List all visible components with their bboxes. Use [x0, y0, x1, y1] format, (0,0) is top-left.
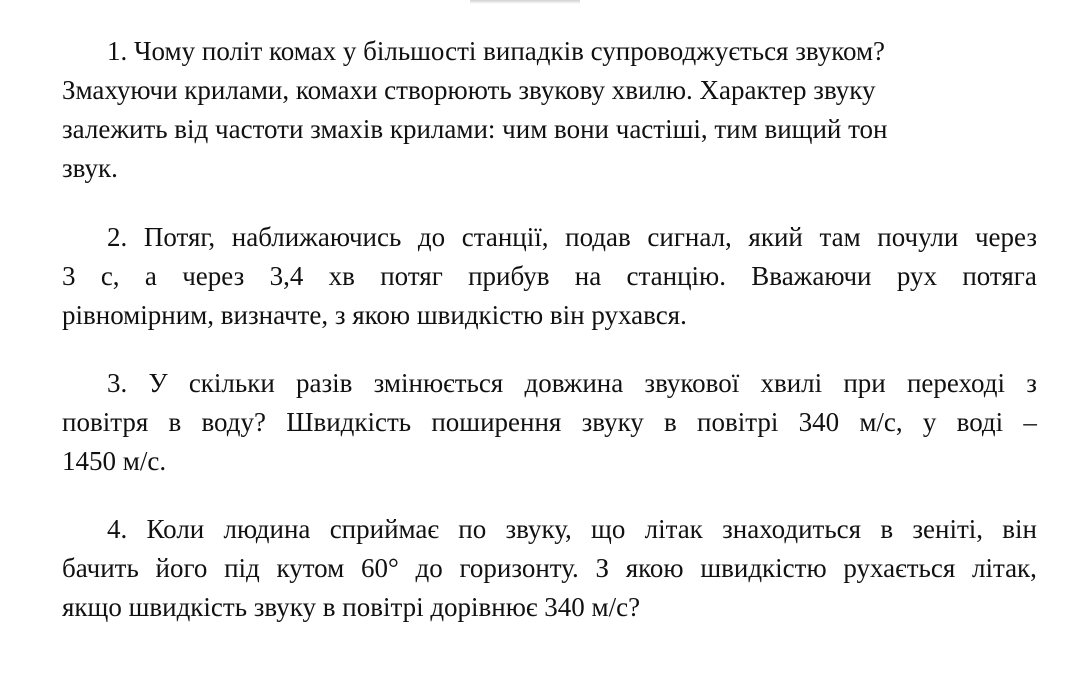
word: – — [1023, 407, 1037, 437]
word: через — [182, 261, 245, 291]
word: хвилі — [760, 368, 823, 398]
page-edge-shadow — [470, 0, 580, 4]
word: якою — [625, 553, 684, 583]
word: подав — [565, 222, 631, 252]
word: звукової — [644, 368, 740, 398]
word: разів — [296, 368, 353, 398]
question-1-line-3: залежить від частоти змахів крилами: чим вони частіші, тим вищий тон — [62, 114, 888, 144]
word: літак, — [971, 553, 1037, 583]
word: змінюється — [373, 368, 504, 398]
word: довжина — [524, 368, 624, 398]
word: З — [595, 553, 610, 583]
word: він — [1002, 514, 1037, 544]
word: наближаючись — [231, 222, 402, 252]
question-1-line-2: Змахуючи крилами, комахи створюють звукову хвилю. Характер звуку — [62, 75, 876, 105]
word: почули — [877, 222, 959, 252]
question-2-line-2 — [62, 257, 1037, 296]
word: через — [974, 222, 1037, 252]
question-3 — [62, 364, 1037, 481]
word: сигнал, — [647, 222, 732, 252]
word: станції, — [461, 222, 549, 252]
word: воді — [956, 407, 1004, 437]
word: переході — [906, 368, 1005, 398]
word: повітрі — [697, 407, 779, 437]
word: 3. — [107, 368, 128, 398]
word: на — [574, 261, 602, 291]
word: 340 — [798, 407, 840, 437]
word: під — [224, 553, 260, 583]
word: Вважаючи — [751, 261, 872, 291]
word: у — [922, 407, 937, 437]
question-4-line-1 — [62, 510, 1037, 549]
word: прибув — [468, 261, 550, 291]
word: а — [144, 261, 157, 291]
word: рух — [896, 261, 937, 291]
word: Швидкість — [286, 407, 412, 437]
word: станцію. — [626, 261, 726, 291]
word: що — [591, 514, 626, 544]
word: с, — [100, 261, 120, 291]
question-4-line-2 — [62, 549, 1037, 588]
question-2 — [62, 218, 1037, 335]
word: літак — [644, 514, 703, 544]
word: скільки — [188, 368, 275, 398]
word: до — [417, 222, 446, 252]
word: потяг — [380, 261, 443, 291]
word: там — [819, 222, 861, 252]
question-3-line-1 — [62, 364, 1037, 403]
word: кутом — [276, 553, 345, 583]
word: воду? — [201, 407, 266, 437]
word: який — [748, 222, 803, 252]
word: сприймає — [329, 514, 439, 544]
question-4 — [62, 510, 1037, 627]
word: потяга — [962, 261, 1037, 291]
word: 4. — [107, 514, 128, 544]
word: в — [880, 514, 894, 544]
word: поширення — [431, 407, 562, 437]
word: знаходиться — [722, 514, 862, 544]
question-1-line-4: звук. — [62, 153, 118, 183]
word: У — [148, 368, 168, 398]
word: його — [155, 553, 208, 583]
word: в — [168, 407, 182, 437]
word: до — [415, 553, 443, 583]
word: рухається — [843, 553, 956, 583]
word: повітря — [62, 407, 149, 437]
word: 3,4 — [269, 261, 304, 291]
question-2-line-3: рівномірним, визначте, з якою швидкістю він рухався. — [62, 300, 687, 330]
word: при — [843, 368, 886, 398]
word: 3 — [62, 261, 76, 291]
word: зеніті, — [912, 514, 984, 544]
word: з — [1026, 368, 1037, 398]
word: швидкістю — [700, 553, 827, 583]
word: звуку — [581, 407, 644, 437]
word: Коли — [146, 514, 205, 544]
question-1-line-1: 1. Чому політ комах у більшості випадків супроводжується звуком? — [107, 36, 886, 66]
word: 60° — [360, 553, 399, 583]
word: звуку, — [505, 514, 572, 544]
word: бачить — [62, 553, 139, 583]
question-2-line-1 — [62, 218, 1037, 257]
word: горизонту. — [459, 553, 579, 583]
question-4-line-3: якщо швидкість звуку в повітрі дорівнює 340 м/с? — [62, 592, 641, 622]
question-1 — [62, 32, 1037, 188]
word: Потяг, — [143, 222, 216, 252]
word: 2. — [107, 222, 128, 252]
word: по — [458, 514, 487, 544]
question-3-line-2 — [62, 403, 1037, 442]
word: хв — [328, 261, 355, 291]
question-3-line-3: 1450 м/с. — [62, 446, 167, 476]
word: людина — [223, 514, 311, 544]
word: в — [664, 407, 677, 437]
word: м/с, — [859, 407, 903, 437]
